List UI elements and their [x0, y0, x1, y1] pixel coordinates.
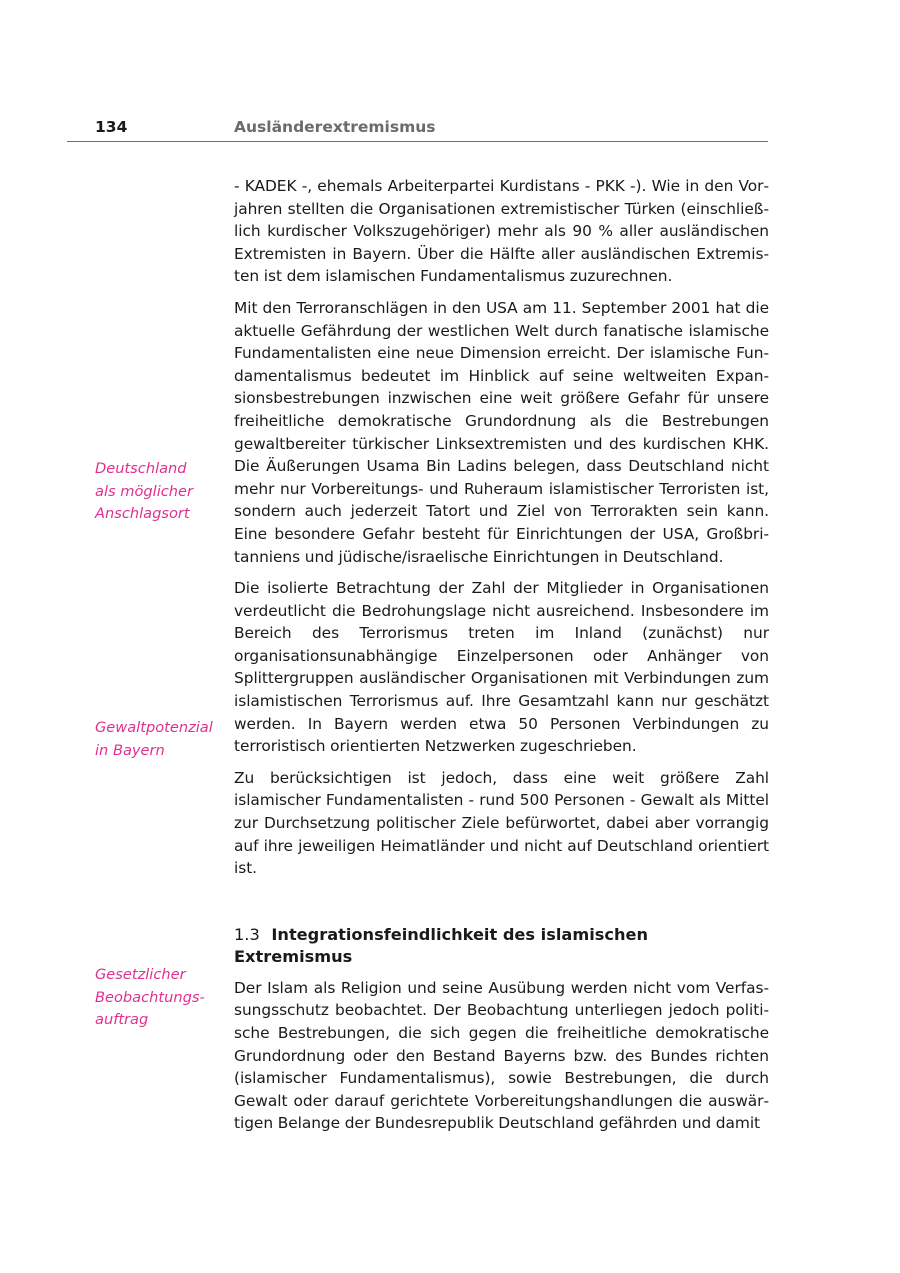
margin-note-line: auftrag — [95, 1011, 149, 1029]
main-text-column — [234, 175, 769, 1144]
section-title: Integrationsfeindlichkeit des islamischen Extremismus — [234, 924, 649, 966]
margin-note-beobachtungsauftrag — [95, 964, 225, 1032]
margin-note-line: in Bayern — [95, 741, 165, 759]
margin-note-line: Gesetzlicher — [95, 966, 186, 983]
page-number: 134 — [95, 118, 128, 136]
margin-note-line: Anschlagsort — [95, 505, 190, 523]
body-paragraph: Mit den Terroranschlägen in den USA am 11. September 2001 hat die aktuelle Gefährdung der westlichen Welt durch fanatische islamische Fundamentalisten eine neue Dimension erreicht. Der islamische Fundamentalismus bedeutet im Hinblick auf seine weltweiten Expansionsbestrebungen inzwischen eine weit größere Gefahr für unsere freiheitliche demokratische Grundordnung als die Bestrebungen gewaltbereiter türkischer Linksextremisten und des kurdischen KHK. Die Äußerungen Usama Bin Ladins belegen, dass Deutschland nicht mehr nur Vorbereitungs- und Ruheraum islamistischer Terroristen ist, sondern auch jederzeit Tatort und Ziel von Terrorakten sein kann. Eine besondere Gefahr besteht für Einrichtungen der USA, Großbritanniens und jüdische/israelische Einrichtungen in Deutschland. — [234, 298, 769, 566]
margin-note-line: Deutschland — [95, 460, 187, 477]
margin-note-gewaltpotenzial — [95, 717, 225, 762]
running-title: Ausländerextremismus — [234, 118, 436, 136]
margin-note-line: als möglicher — [95, 482, 194, 500]
section-heading — [234, 924, 769, 968]
margin-note-line: Beobachtungs- — [95, 988, 205, 1006]
body-paragraph: Der Islam als Religion und seine Ausübung werden nicht vom Verfassungsschutz beobachtet. Der Beobachtung unterliegen jedoch politische Bestrebungen, die sich gegen die freiheitliche demokratische Grundordnung oder den Bestand Bayerns bzw. des Bundes richten (islamischer Fundamentalismus), sowie Bestrebungen, die durch Gewalt oder darauf gerichtete Vorbereitungshandlungen die auswärtigen Belange der Bundesrepublik Deutschland gefährden und damit — [234, 978, 769, 1133]
body-paragraph: Zu berücksichtigen ist jedoch, dass eine weit größere Zahl islamischer Fundamentalisten - rund 500 Personen - Gewalt als Mittel zur Durchsetzung politischer Ziele befürwortet, dabei aber vorrangig auf ihre jeweiligen Heimatländer und nicht auf Deutschland orientiert ist. — [234, 768, 769, 878]
margin-note-line: Gewaltpotenzial — [95, 719, 213, 736]
margin-note-anschlagsort — [95, 458, 225, 526]
body-paragraph: - KADEK -, ehemals Arbeiterpartei Kurdistans - PKK -). Wie in den Vorjahren stellten die Organisationen extremistischer Türken (einschließlich kurdischer Volkszugehöriger) mehr als 90 % aller ausländischen Extremisten in Bayern. Über die Hälfte aller ausländischen Extremisten ist dem islamischen Fundamentalismus zuzurechnen. — [234, 177, 769, 286]
section-number: 1.3 — [234, 924, 260, 944]
page-header — [67, 117, 768, 142]
body-paragraph: Die isolierte Betrachtung der Zahl der Mitglieder in Organisationen verdeutlicht die Bedrohungslage nicht ausreichend. Insbesondere im Bereich des Terrorismus treten im Inland (zunächst) nur organisationsunabhängige Einzelpersonen oder Anhänger von Splittergruppen ausländischer Organisationen mit Verbindungen zum islamistischen Terrorismus auf. Ihre Gesamtzahl kann nur geschätzt werden. In Bayern werden etwa 50 Personen Verbindungen zu terroristisch orientierten Netzwerken zugeschrieben. — [234, 579, 769, 756]
header-rule — [67, 141, 768, 142]
